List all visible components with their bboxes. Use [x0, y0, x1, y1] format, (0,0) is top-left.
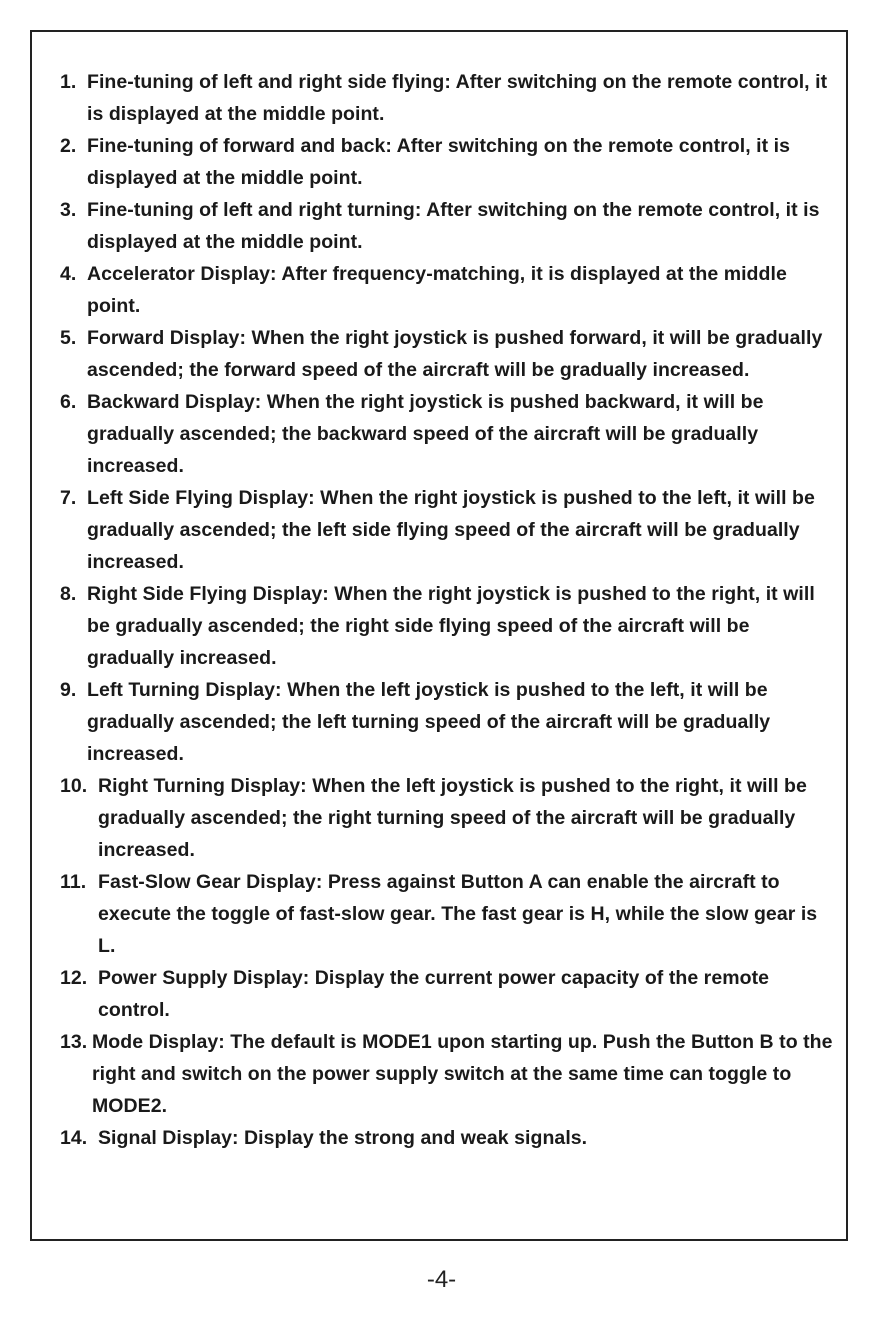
item-number: 2. [60, 135, 77, 157]
item-text: Signal Display: Display the strong and weak signals. [98, 1127, 588, 1149]
item-number: 4. [60, 263, 77, 285]
list-item [60, 1026, 840, 1122]
list-item [60, 674, 840, 770]
list-item [60, 770, 840, 866]
display-instructions-list [60, 66, 840, 1154]
list-item [60, 66, 840, 130]
item-number: 13. [60, 1031, 88, 1053]
list-item [60, 482, 840, 578]
list-item [60, 962, 840, 1026]
item-text: Right Side Flying Display: When the right joystick is pushed to the right, it will be gradually ascended; the right side flying speed of the aircraft will be gradually increased. [87, 583, 815, 669]
item-text: Power Supply Display: Display the current power capacity of the remote control. [98, 967, 770, 1021]
item-number: 5. [60, 327, 77, 349]
item-text: Left Side Flying Display: When the right joystick is pushed to the left, it will be gradually ascended; the left side flying speed of the aircraft will be gradually increased. [87, 487, 815, 573]
list-item [60, 130, 840, 194]
list-item [60, 866, 840, 962]
item-number: 14. [60, 1127, 88, 1149]
item-number: 6. [60, 391, 77, 413]
item-text: Fast-Slow Gear Display: Press against Button A can enable the aircraft to execute the toggle of fast-slow gear. The fast gear is H, while the slow gear is L. [98, 871, 818, 957]
list-item [60, 194, 840, 258]
item-number: 11. [60, 871, 87, 893]
page-number: -4- [426, 1266, 457, 1293]
list-item [60, 258, 840, 322]
item-number: 8. [60, 583, 77, 605]
item-text: Fine-tuning of left and right turning: After switching on the remote control, it is displayed at the middle point. [87, 199, 820, 253]
list-item [60, 322, 840, 386]
item-text: Mode Display: The default is MODE1 upon starting up. Push the Button B to the right and switch on the power supply switch at the same time can toggle to MODE2. [92, 1031, 833, 1117]
item-number: 3. [60, 199, 77, 221]
list-item [60, 1122, 840, 1154]
item-text: Fine-tuning of forward and back: After switching on the remote control, it is displayed at the middle point. [87, 135, 790, 189]
item-number: 12. [60, 967, 88, 989]
list-item [60, 386, 840, 482]
item-text: Accelerator Display: After frequency-matching, it is displayed at the middle point. [87, 263, 787, 317]
item-number: 7. [60, 487, 77, 509]
item-number: 9. [60, 679, 77, 701]
item-text: Left Turning Display: When the left joystick is pushed to the left, it will be gradually ascended; the left turning speed of the aircraft will be gradually increased. [87, 679, 771, 765]
item-text: Backward Display: When the right joystick is pushed backward, it will be gradually ascended; the backward speed of the aircraft will be gradually increased. [87, 391, 764, 477]
item-number: 1. [60, 71, 77, 93]
list-item [60, 578, 840, 674]
item-text: Fine-tuning of left and right side flying: After switching on the remote control, it is displayed at the middle point. [87, 71, 828, 125]
item-text: Right Turning Display: When the left joystick is pushed to the right, it will be gradually ascended; the right turning speed of the aircraft will be gradually increased. [98, 775, 807, 861]
item-number: 10. [60, 775, 88, 797]
item-text: Forward Display: When the right joystick is pushed forward, it will be gradually ascended; the forward speed of the aircraft will be gradually increased. [87, 327, 823, 381]
